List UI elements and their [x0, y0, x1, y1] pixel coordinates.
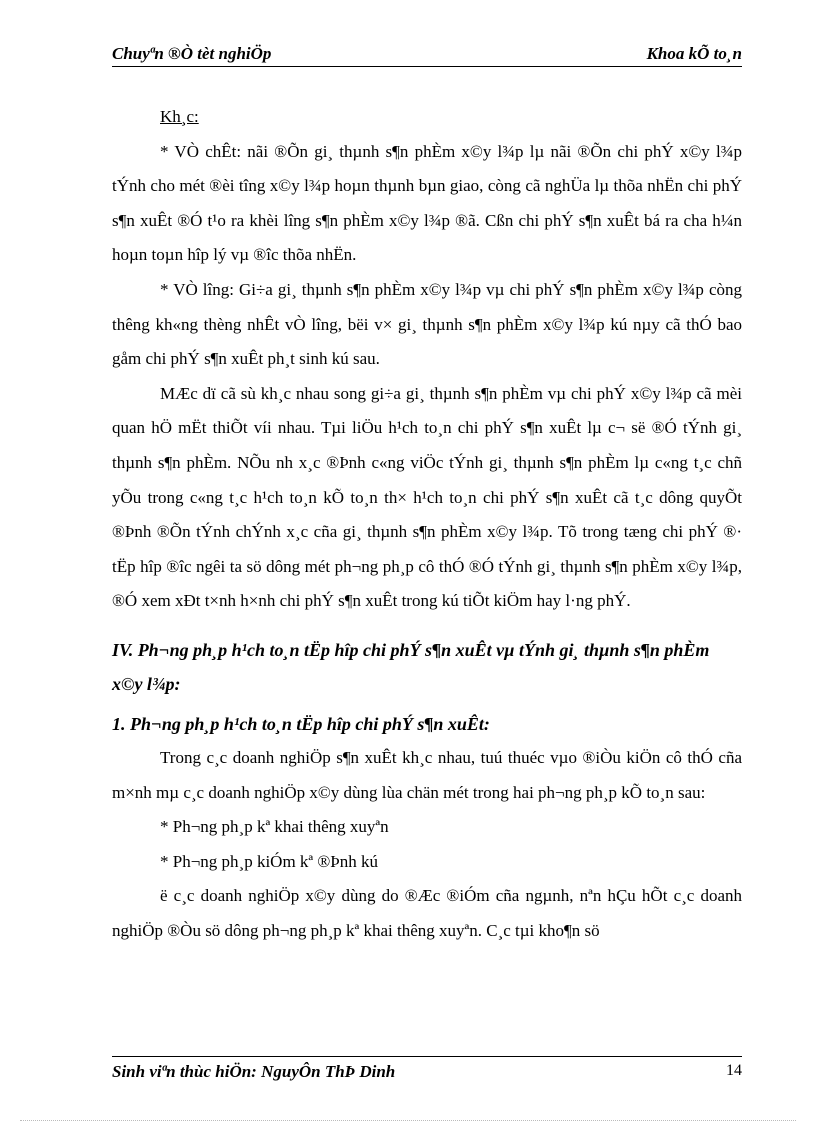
footer-student-name: Sinh viªn thùc hiÖn: NguyÔn ThÞ Dinh: [112, 1062, 396, 1081]
paragraph-quality: * VÒ chÊt: nãi ®Õn gi¸ thµnh s¶n phÈm x©y l¾p lµ nãi ®Õn chi phÝ x©y l¾p tÝnh cho mét ®èi tîng x©y l¾p hoµn thµnh bµn giao, còng cã nghÜa lµ thõa nhËn chi phÝ s¶n xuÊt ®Ó t¹o ra khèi lîng s¶n phÈm x©y l¾p ®ã. Cßn chi phÝ s¶n xuÊt bá ra cha h¼n hoµn toµn hîp lý vµ ®îc thõa nhËn.: [112, 141, 742, 265]
header-divider: [112, 66, 742, 67]
page-number: 14: [726, 1062, 742, 1079]
page-edge-dots: [20, 1120, 796, 1121]
header-department: Khoa kÕ to¸n: [646, 44, 742, 63]
list-item-periodic-inventory: * Ph¬ng ph¸p kiÓm kª ®Þnh kú: [160, 851, 378, 871]
section-heading: IV. Ph¬ng ph¸p h¹ch to¸n tËp hîp chi phÝ s¶n xuÊt vµ tÝnh gi¸ thµnh s¶n phÈm x©y l¾p:: [112, 639, 710, 694]
page-body: [112, 100, 742, 948]
paragraph-methods-intro: Trong c¸c doanh nghiÖp s¶n xuÊt kh¸c nhau, tuú thuéc vµo ®iÒu kiÖn cô thÓ cña m×nh mµ c¸c doanh nghiÖp x©y dùng lùa chän mét trong hai ph¬ng ph¸p kÕ to¸n sau:: [112, 747, 742, 802]
footer-divider: [112, 1056, 742, 1057]
subsection-heading: 1. Ph¬ng ph¸p h¹ch to¸n tËp hîp chi phÝ s¶n xuÊt:: [112, 713, 490, 734]
paragraph-relationship: MÆc dï cã sù kh¸c nhau song gi÷a gi¸ thµnh s¶n phÈm vµ chi phÝ x©y l¾p cã mèi quan hÖ mËt thiÕt víi nhau. Tµi liÖu h¹ch to¸n chi phÝ s¶n xuÊt lµ c¬ së ®Ó tÝnh gi¸ thµnh s¶n phÈm. NÕu nh x¸c ®Þnh c«ng viÖc tÝnh gi¸ thµnh s¶n phÈm lµ c«ng t¸c chñ yÕu trong c«ng t¸c h¹ch to¸n kÕ to¸n th× h¹ch to¸n chi phÝ s¶n xuÊt cã t¸c dông quyÕt ®Þnh ®Õn tÝnh chÝnh x¸c cña gi¸ thµnh s¶n phÈm x©y l¾p. Tõ trong tæng chi phÝ ®· tËp hîp ®îc ngêi ta sö dông mét ph¬ng ph¸p cô thÓ ®Ó tÝnh gi¸ thµnh s¶n phÈm x©y l¾p, ®Ó xem xÐt t×nh h×nh chi phÝ s¶n xuÊt trong kú tiÕt kiÖm hay l·ng phÝ.: [112, 383, 742, 611]
header-thesis-title: Chuyªn ®Ò tèt nghiÖp: [112, 44, 272, 63]
page-header: [112, 44, 742, 68]
page-footer: [112, 1062, 742, 1086]
paragraph-quantity: * VÒ lîng: Gi÷a gi¸ thµnh s¶n phÈm x©y l¾p vµ chi phÝ s¶n phÈm x©y l¾p còng thêng kh«ng thèng nhÊt vÒ lîng, bëi v× gi¸ thµnh s¶n phÈm x©y l¾p kú nµy cã thÓ bao gåm chi phÝ s¶n xuÊt ph¸t sinh kú sau.: [112, 279, 742, 369]
label-other: Kh¸c:: [160, 107, 199, 126]
paragraph-construction-firms: ë c¸c doanh nghiÖp x©y dùng do ®Æc ®iÓm cña ngµnh, nªn hÇu hÕt c¸c doanh nghiÖp ®Òu sö dông ph¬ng ph¸p kª khai thêng xuyªn. C¸c tµi kho¶n sö: [112, 886, 742, 940]
list-item-periodic-declaration: * Ph¬ng ph¸p kª khai thêng xuyªn: [160, 817, 389, 837]
